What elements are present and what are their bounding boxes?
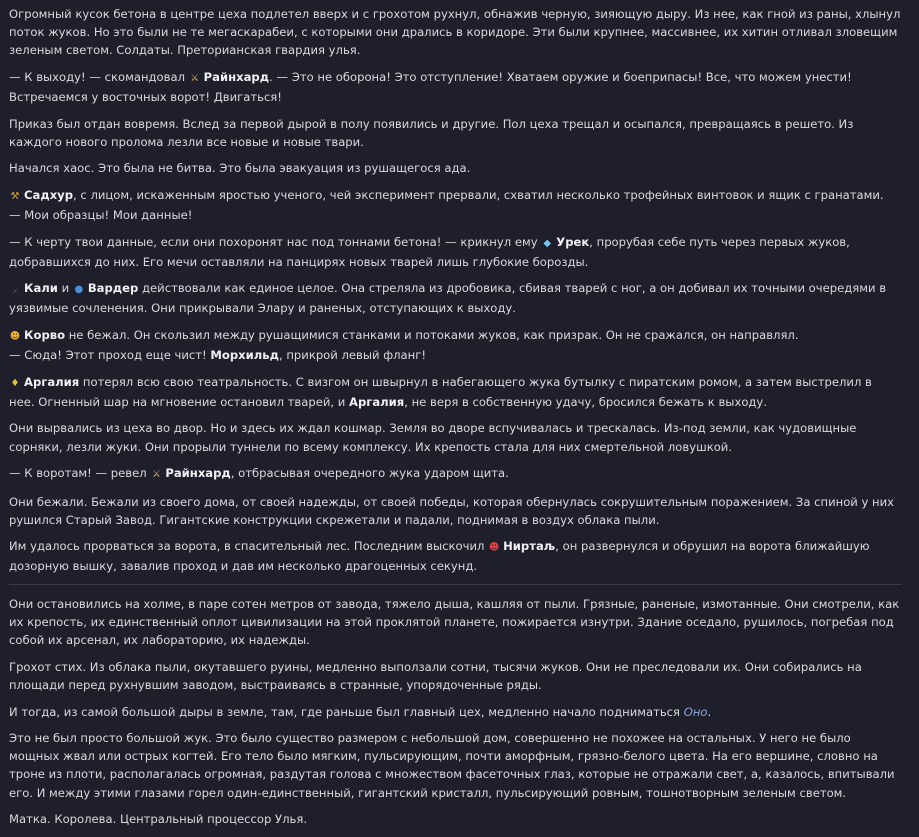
text-run: . bbox=[707, 704, 712, 719]
character-name: Садхур bbox=[24, 187, 74, 202]
text-run: И тогда, из самой большой дыры в земле, там, где раньше был главный цех, медленно начало подниматься bbox=[9, 704, 684, 719]
character-name: Урек bbox=[556, 234, 590, 249]
story-paragraph bbox=[9, 159, 901, 177]
text-run: Они вырвались из цеха во двор. Но и здесь их ждал кошмар. Земля во дворе вспучивалась и трескалась. Из-под земли, как чудовищные сорняки, лезли жуки. Они прорыли туннели по всему комплексу. Их крепость стала для них смертельной ловушкой. bbox=[9, 421, 857, 454]
story-paragraph bbox=[9, 326, 901, 364]
text-run: — К черту твои данные, если они похоронят нас под тоннами бетона! — крикнул ему bbox=[9, 234, 542, 249]
story-paragraph bbox=[9, 810, 901, 828]
theater-masks-icon: ♦ bbox=[10, 377, 20, 389]
story-paragraph bbox=[9, 115, 901, 151]
text-run: потерял всю свою театральность. С визгом он швырнул в набегающего жука бутылку с пиратским ромом, а затем выстрелил в нее. Огненный шар на мгновение остановил тварей, и bbox=[9, 374, 872, 409]
text-run: , он развернулся и обрушил на ворота ближайшую дозорную вышку, завалив проход и дав им несколько драгоценных секунд. bbox=[9, 539, 870, 574]
character-name: Райнхард bbox=[203, 69, 270, 84]
text-run: , отбрасывая очередного жука ударом щита. bbox=[230, 466, 509, 481]
emphasis-text: Оно bbox=[683, 704, 708, 719]
hammer-pick-icon: ⚒ bbox=[10, 190, 20, 202]
text-run: действовали как единое целое. Она стреляла из дробовика, сбивая тварей с ног, а он добивал их точными очередями в уязвимые сочленения. Они прикрывали Элару и раненых, отступающих к выходу. bbox=[9, 281, 887, 316]
text-run: , с лицом, искаженным яростью ученого, чей эксперимент прервали, схватил несколько трофейных винтовок и ящик с гранатами. bbox=[73, 187, 884, 202]
character-name: Морхильд bbox=[210, 348, 279, 363]
gem-icon: ◆ bbox=[543, 237, 552, 249]
text-run: Начался хаос. Это была не битва. Это была эвакуация из рушащегося ада. bbox=[9, 161, 471, 176]
character-name: Аргалия bbox=[24, 374, 80, 389]
story-paragraph bbox=[9, 186, 901, 224]
text-run: Они остановились на холме, в паре сотен метров от завода, тяжело дыша, кашляя от пыли. Грязные, раненые, измотанные. Они смотрели, как их крепость, их единственный оплот цивилизации на этой проклятой планете, пожирается изнутри. Здание оседало, рушилось, погребая под собой их арсенал, их лабораторию, их надежды. bbox=[9, 596, 900, 648]
character-name: Корво bbox=[24, 327, 66, 342]
story-paragraph bbox=[9, 5, 901, 60]
section-divider bbox=[9, 584, 901, 585]
character-name: Аргалия bbox=[349, 394, 405, 409]
text-run: — К воротам! — ревел bbox=[9, 466, 151, 481]
text-run: и bbox=[57, 281, 73, 296]
orb-icon: ● bbox=[74, 284, 84, 296]
character-name: Райнхард bbox=[165, 466, 231, 481]
text-run: Они бежали. Бежали из своего дома, от своей надежды, от своей победы, которая обернулась сокрушительным поражением. За спиной у них рушился Старый Завод. Гигантские конструкции скрежетали и падали, поднимая в воздух облака пыли. bbox=[9, 494, 895, 527]
text-run: Огромный кусок бетона в центре цеха подлетел вверх и с грохотом рухнул, обнажив черную, зияющую дыру. Из нее, как гной из раны, хлынул поток жуков. Но это были не те мегаскарабеи, с которыми они дрались в коридоре. Эти были крупнее, массивнее, их хитин отливал зловещим зеленым светом. Солдаты. Преторианская гвардия улья. bbox=[9, 7, 901, 58]
story-paragraph bbox=[9, 658, 901, 694]
crossed-swords-icon: ⚔ bbox=[151, 469, 161, 481]
text-run: , не веря в собственную удачу, бросился бежать к выходу. bbox=[404, 394, 767, 409]
text-run: Приказ был отдан вовремя. Вслед за первой дырой в полу появились и другие. Пол цеха трещал и осыпался, превращаясь в решето. Из каждого нового пролома лезли все новые и новые твари. bbox=[9, 116, 854, 149]
story-paragraph bbox=[9, 493, 901, 529]
text-run: не бежал. Он скользил между рушащимися станками и потоками жуков, как призрак. Он не сражался, он направлял. bbox=[65, 327, 799, 342]
text-run: Им удалось прорваться за ворота, в спасительный лес. Последним выскочил bbox=[9, 539, 489, 554]
story-paragraph bbox=[9, 464, 901, 484]
text-run: . — Это не оборона! Это отступление! Хватаем оружие и боеприпасы! Все, что можем унести! Встречаемся у восточных ворот! Двигаться! bbox=[9, 69, 852, 105]
smiling-face-icon: ☻ bbox=[9, 330, 21, 342]
text-run: Это не был просто большой жук. Это было существо размером с небольшой дом, совершенно не похожее на остальных. У него не было мощных жвал или острых когтей. Его тело было мягким, пульсирующим, почти аморфным, грязно-белого цвета. На его вершине, словно на троне из плоти, располагалась огромная, раздутая голова с множеством фасеточных глаз, которые не отражали свет, а, казалось, впитывали его. И между этими глазами горел один-единственный, гигантский кристалл, пульсирующий ровным, тошнотворным зеленым светом. bbox=[9, 731, 895, 800]
story-paragraph bbox=[9, 537, 901, 575]
story-paragraph bbox=[9, 373, 901, 411]
character-name: Вардер bbox=[87, 281, 139, 296]
text-run: — Сюда! Этот проход еще чист! bbox=[9, 348, 211, 363]
character-name: Кали bbox=[24, 281, 58, 296]
text-run: Матка. Королева. Центральный процессор Улья. bbox=[9, 812, 308, 827]
demon-face-icon: ☻ bbox=[488, 542, 500, 554]
story-paragraph bbox=[9, 729, 901, 802]
text-run: Грохот стих. Из облака пыли, окутавшего руины, медленно выползали сотни, тысячи жуков. Они не преследовали их. Они собирались на площади перед рухнувшим заводом, выстраиваясь в странные, упорядоченные ряды. bbox=[9, 659, 862, 693]
character-name: Ниртаљ bbox=[503, 539, 556, 554]
text-run: — К выходу! — скомандовал bbox=[9, 69, 189, 84]
story-paragraph bbox=[9, 595, 901, 650]
story-paragraph bbox=[9, 419, 901, 455]
story-paragraph bbox=[9, 68, 901, 106]
story-paragraph bbox=[9, 279, 901, 317]
wand-icon: ⸝ bbox=[12, 284, 18, 296]
crossed-swords-icon: ⚔ bbox=[190, 72, 200, 84]
text-run: , прорубая себе путь через первых жуков, добравшихся до них. Его мечи оставляли на панцирях новых тварей лишь глубокие борозды. bbox=[9, 234, 850, 269]
text-run: , прикрой левый фланг! bbox=[278, 348, 426, 363]
text-run: — Мои образцы! Мои данные! bbox=[9, 208, 193, 223]
story-text bbox=[9, 5, 901, 837]
story-paragraph bbox=[9, 703, 901, 721]
story-paragraph bbox=[9, 233, 901, 271]
